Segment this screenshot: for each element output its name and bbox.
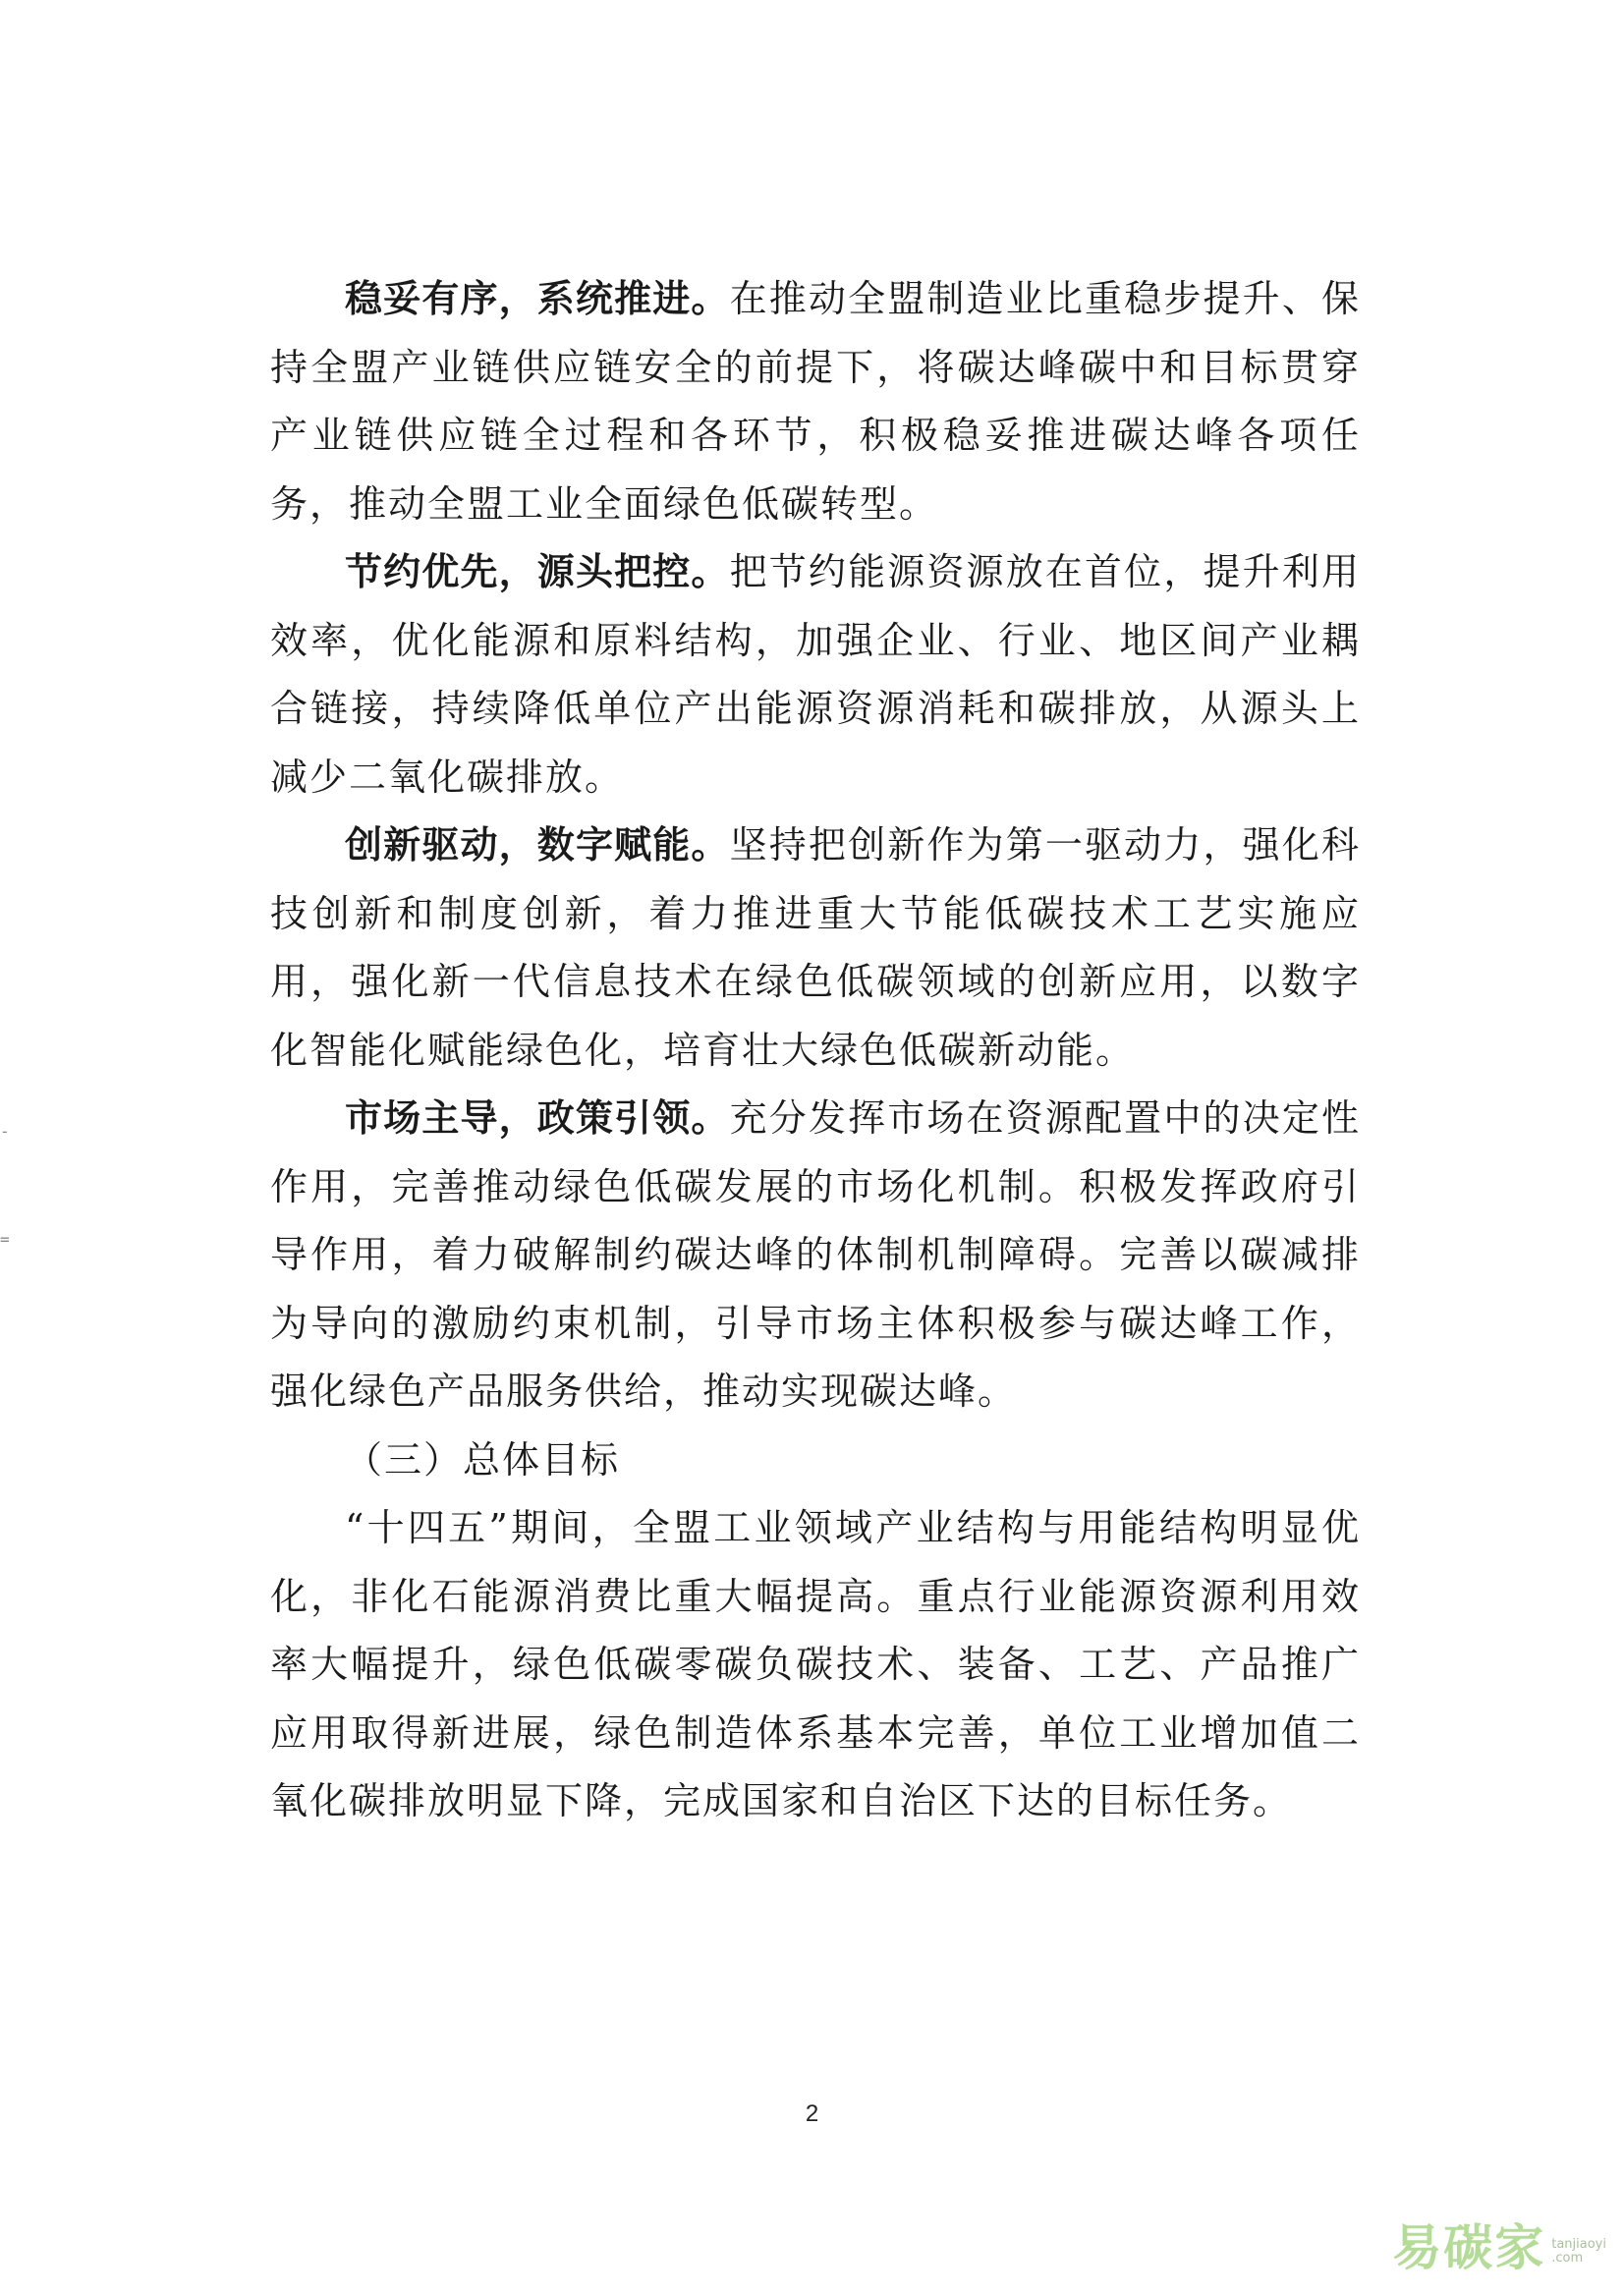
paragraph-text: 坚持把创新作为第一驱动力，强化科技创新和制度创新，着力推进重大节能低碳技术工艺实施应用，强化新一代信息技术在绿色低碳领域的创新应用，以数字化智能化赋能绿色化，培育壮大绿色低碳新动能。 [270,823,1361,1072]
target-paragraph: “十四五”期间，全盟工业领域产业结构与用能结构明显优化，非化石能源消费比重大幅提高。重点行业能源资源利用效率大幅提升，绿色低碳零碳负碳技术、装备、工艺、产品推广应用取得新进展，绿色制造体系基本完善，单位工业增加值二氧化碳排放明显下降，完成国家和自治区下达的目标任务。 [270,1506,1361,1822]
paragraph-principle-3 [270,812,1361,1085]
watermark-text: 易碳家 [1392,2219,1546,2276]
scan-margin-mark: - [0,1122,10,1141]
section-heading: （三）总体目标 [345,1437,621,1482]
paragraph-lead: 节约优先，源头把控。 [345,550,730,593]
paragraph-principle-4 [270,1085,1361,1427]
page-number: 2 [805,2100,819,2127]
document-body [270,265,1361,1836]
watermark-sub [1551,2238,1606,2266]
scan-margin-mark: = [0,1230,10,1249]
paragraph-text: 在推动全盟制造业比重稳步提升、保持全盟产业链供应链安全的前提下，将碳达峰碳中和目标贯穿产业链供应链全过程和各环节，积极稳妥推进碳达峰各项任务，推动全盟工业全面绿色低碳转型。 [270,277,1361,526]
paragraph-lead: 创新驱动，数字赋能。 [345,823,730,867]
paragraph-text: 充分发挥市场在资源配置中的决定性作用，完善推动绿色低碳发展的市场化机制。积极发挥政府引导作用，着力破解制约碳达峰的体制机制障碍。完善以碳减排为导向的激励约束机制，引导市场主体积极参与碳达峰工作，强化绿色产品服务供给，推动实现碳达峰。 [270,1096,1361,1413]
paragraph-principle-1 [270,265,1361,538]
watermark-logo [1392,2209,1606,2279]
paragraph-lead: 稳妥有序，系统推进。 [345,277,730,320]
paragraph-principle-2 [270,538,1361,812]
watermark-sub-line: tanjiaoyi [1551,2237,1606,2252]
paragraph-lead: 市场主导，政策引领。 [345,1096,730,1140]
paragraph-text: 把节约能源资源放在首位，提升利用效率，优化能源和原料结构，加强企业、行业、地区间产业耦合链接，持续降低单位产出能源资源消耗和碳排放，从源头上减少二氧化碳排放。 [270,550,1361,799]
watermark-sub-line: .com [1551,2251,1584,2266]
